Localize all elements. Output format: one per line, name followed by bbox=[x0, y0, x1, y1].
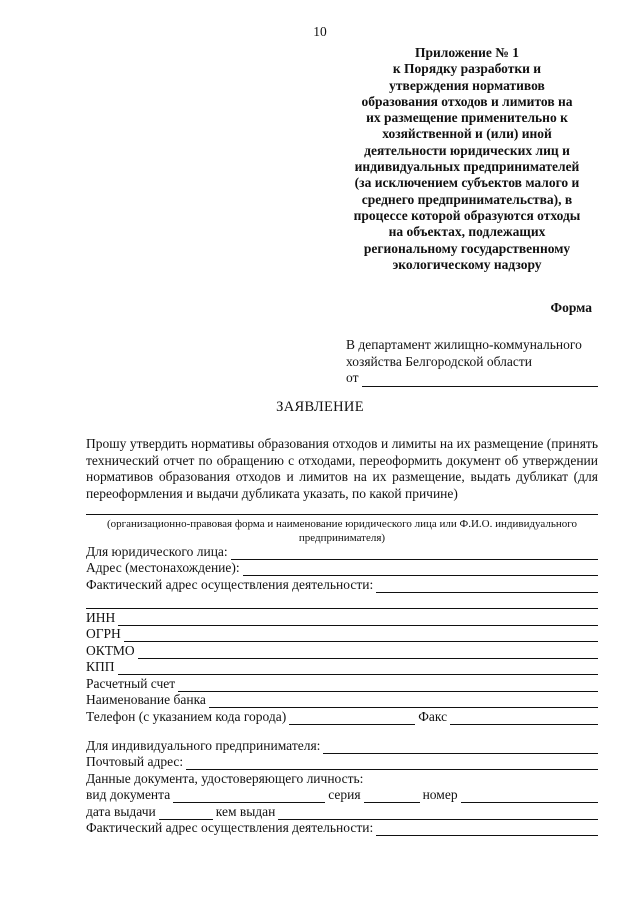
bank-row bbox=[86, 692, 598, 709]
address-label: Адрес (местонахождение): bbox=[86, 560, 240, 575]
inn-row bbox=[86, 609, 598, 626]
fax-field[interactable] bbox=[450, 712, 598, 725]
appendix-line: процессе которой образуются отходы bbox=[353, 207, 581, 223]
id-doc-row bbox=[86, 770, 598, 787]
applicant-caption: (организационно-правовая форма и наименование юридического лица или Ф.И.О. индивидуального предпринимателя) bbox=[106, 518, 578, 544]
actual-address-field[interactable] bbox=[376, 580, 598, 593]
ogrn-label: ОГРН bbox=[86, 626, 121, 641]
account-field[interactable] bbox=[178, 679, 598, 692]
bank-label: Наименование банка bbox=[86, 692, 206, 707]
appendix-line: среднего предпринимательства), в bbox=[361, 191, 573, 207]
legal-entity-section bbox=[86, 543, 598, 725]
inn-label: ИНН bbox=[86, 609, 116, 625]
actual-address-row bbox=[86, 576, 598, 593]
account-row bbox=[86, 675, 598, 692]
addressee-block bbox=[346, 337, 598, 387]
doc-details-row bbox=[86, 787, 598, 804]
fax-label: Факс bbox=[418, 708, 448, 724]
page-number: 10 bbox=[313, 24, 327, 39]
individual-section bbox=[86, 737, 598, 836]
ogrn-field[interactable] bbox=[124, 629, 598, 642]
appendix-heading bbox=[330, 45, 604, 273]
phone-field[interactable] bbox=[289, 712, 415, 725]
account-label: Расчетный счет bbox=[86, 675, 176, 691]
addressee-line: хозяйства Белгородской области bbox=[346, 353, 532, 369]
actual-address-label: Фактический адрес осуществления деятельности: bbox=[86, 576, 374, 592]
appendix-line: к Порядку разработки и bbox=[392, 61, 542, 77]
statement-text: Прошу утвердить нормативы образования отходов и лимиты на их размещение (принять технический отчет по обращению с отходами, переоформить документ об утверждении нормативов образования отходов и лимитов на их размещение, выдать дубликат (для переоформления и выдачи дубликата указать, по какой причине) bbox=[86, 436, 598, 501]
phone-label: Телефон (с указанием кода города) bbox=[86, 708, 287, 724]
phone-row bbox=[86, 708, 598, 725]
form-label: Форма bbox=[550, 300, 592, 315]
individual-row bbox=[86, 737, 598, 754]
appendix-line: на объектах, подлежащих bbox=[388, 224, 546, 240]
legal-entity-field[interactable] bbox=[231, 547, 598, 560]
oktmo-field[interactable] bbox=[138, 646, 598, 659]
issue-date-field[interactable] bbox=[159, 807, 213, 820]
actual-address-continuation-row bbox=[86, 593, 598, 610]
legal-entity-label: Для юридического лица: bbox=[86, 543, 228, 559]
appendix-line: образования отходов и лимитов на bbox=[361, 93, 573, 109]
individual-field[interactable] bbox=[323, 741, 598, 754]
ogrn-row bbox=[86, 626, 598, 643]
series-label: серия bbox=[328, 787, 361, 802]
issued-by-field[interactable] bbox=[278, 807, 598, 820]
bank-field[interactable] bbox=[209, 695, 598, 708]
appendix-line: региональному государственному bbox=[363, 240, 571, 256]
ip-actual-address-row bbox=[86, 820, 598, 837]
number-field[interactable] bbox=[461, 790, 598, 803]
postal-row bbox=[86, 754, 598, 771]
legal-entity-row bbox=[86, 543, 598, 560]
document-title: ЗАЯВЛЕНИЕ bbox=[276, 399, 364, 415]
appendix-line: (за исключением субъектов малого и bbox=[354, 175, 580, 191]
kpp-label: КПП bbox=[86, 659, 115, 674]
address-row bbox=[86, 560, 598, 577]
from-line bbox=[346, 370, 598, 387]
number-label: номер bbox=[422, 787, 458, 802]
ip-actual-address-label: Фактический адрес осуществления деятельности: bbox=[86, 820, 374, 835]
appendix-line: утверждения нормативов bbox=[389, 77, 545, 93]
issue-row bbox=[86, 803, 598, 820]
from-label: от bbox=[346, 370, 359, 385]
series-field[interactable] bbox=[364, 790, 420, 803]
appendix-line: экологическому надзору bbox=[392, 256, 542, 272]
actual-address-continuation-field[interactable] bbox=[86, 596, 598, 609]
appendix-line: Приложение № 1 bbox=[415, 45, 519, 60]
appendix-line: хозяйственной и (или) иной bbox=[382, 126, 552, 142]
oktmo-label: ОКТМО bbox=[86, 642, 135, 658]
kpp-field[interactable] bbox=[118, 662, 598, 675]
individual-label: Для индивидуального предпринимателя: bbox=[86, 737, 321, 753]
appendix-line: деятельности юридических лиц и bbox=[364, 142, 570, 158]
issue-date-label: дата выдачи bbox=[86, 803, 156, 819]
issued-by-label: кем выдан bbox=[215, 803, 276, 819]
applicant-name-field[interactable] bbox=[86, 514, 598, 515]
address-field[interactable] bbox=[243, 563, 598, 576]
kpp-row bbox=[86, 659, 598, 676]
from-field[interactable] bbox=[362, 374, 598, 387]
addressee-line: В департамент жилищно-коммунального bbox=[346, 337, 582, 352]
appendix-line: их размещение применительно к bbox=[366, 110, 568, 126]
appendix-line: индивидуальных предпринимателей bbox=[354, 159, 580, 175]
doc-type-field[interactable] bbox=[173, 790, 325, 803]
oktmo-row bbox=[86, 642, 598, 659]
doc-type-label: вид документа bbox=[86, 787, 171, 802]
postal-field[interactable] bbox=[186, 757, 598, 770]
ip-actual-address-field[interactable] bbox=[376, 823, 598, 836]
id-doc-label: Данные документа, удостоверяющего личность: bbox=[86, 770, 364, 786]
postal-label: Почтовый адрес: bbox=[86, 754, 184, 769]
inn-field[interactable] bbox=[118, 613, 598, 626]
